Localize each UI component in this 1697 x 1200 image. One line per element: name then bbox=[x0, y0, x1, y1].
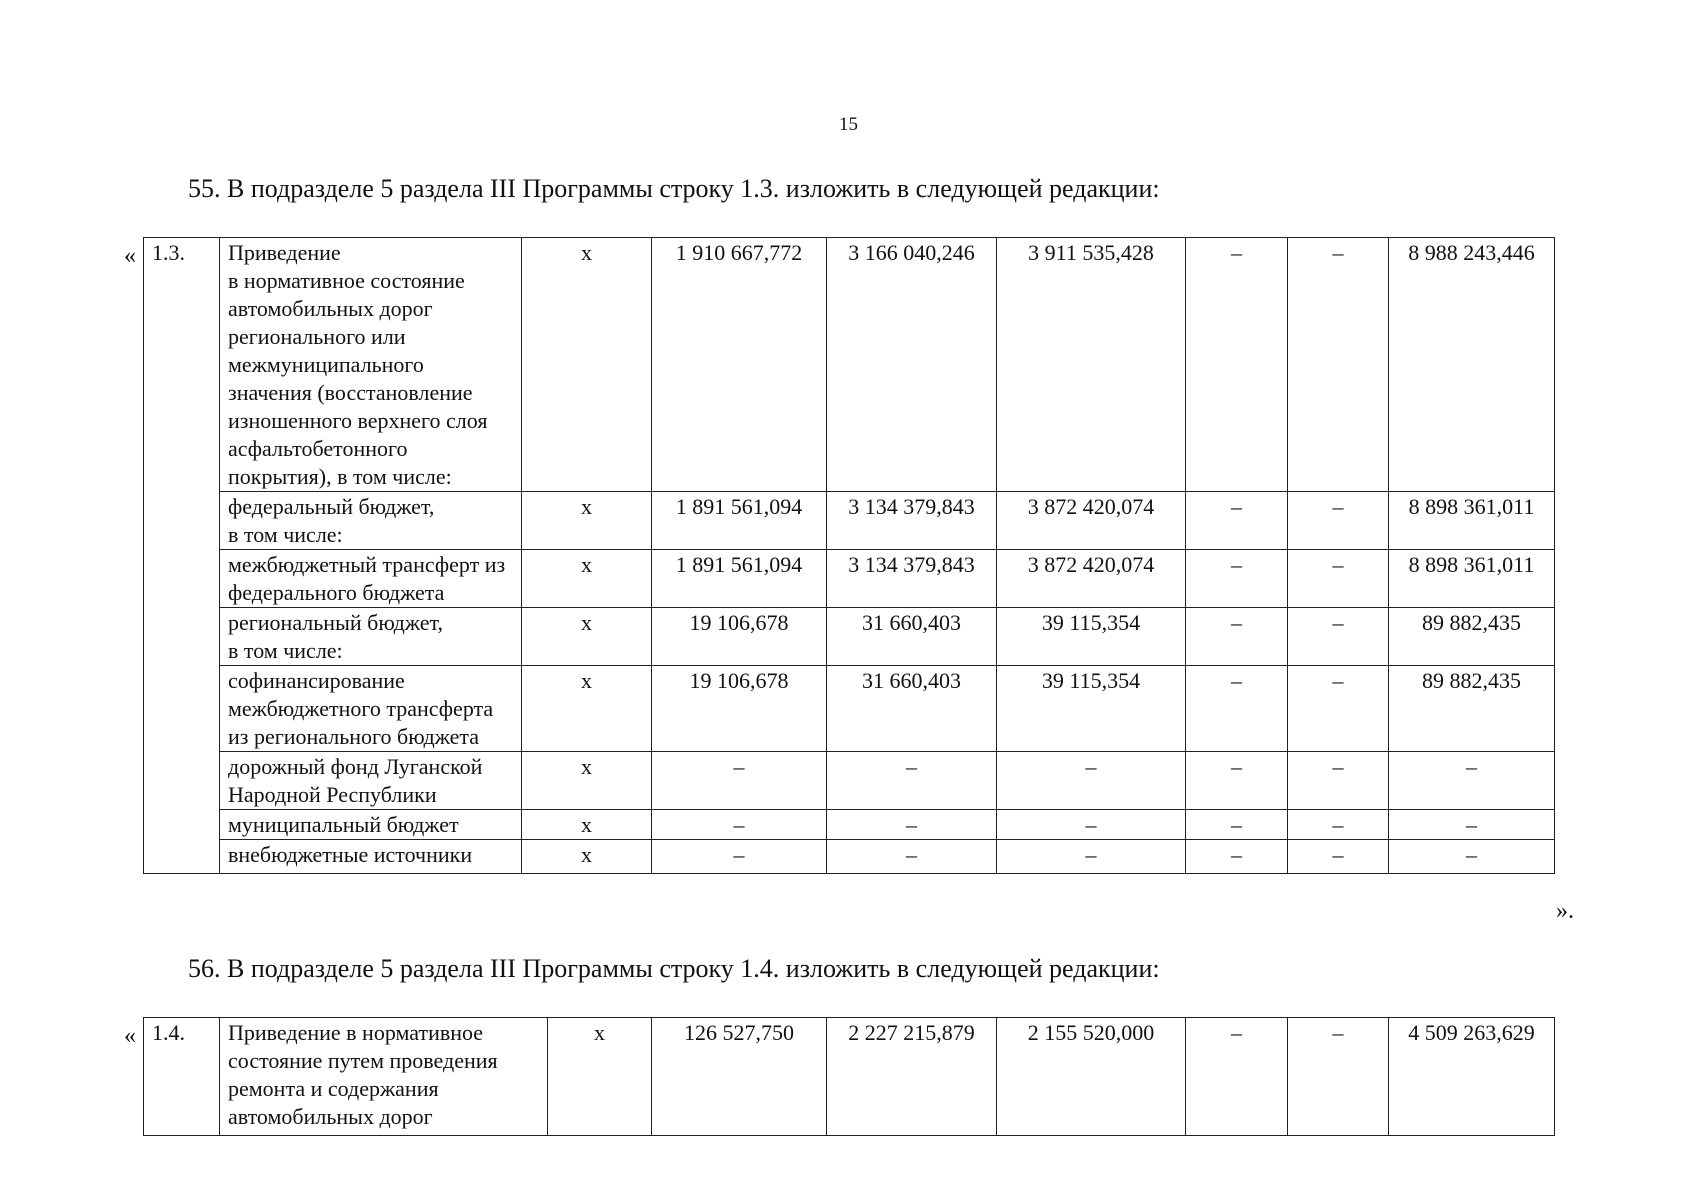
page-number: 15 bbox=[839, 114, 858, 135]
open-quote-56: « bbox=[124, 1023, 136, 1049]
row-name: межбюджетный трансферт из федерального бюджета bbox=[220, 550, 522, 608]
value-cell: – bbox=[1288, 666, 1389, 752]
total-cell: 89 882,435 bbox=[1389, 608, 1555, 666]
row-name: дорожный фонд Луганской Народной Республики bbox=[220, 752, 522, 810]
table-row bbox=[144, 752, 1555, 810]
value-cell: 19 106,678 bbox=[652, 666, 827, 752]
x-cell: х bbox=[522, 752, 652, 810]
value-cell: 39 115,354 bbox=[997, 666, 1186, 752]
x-cell: х bbox=[522, 238, 652, 492]
value-cell: 19 106,678 bbox=[652, 608, 827, 666]
value-cell: – bbox=[1288, 608, 1389, 666]
value-cell: – bbox=[1186, 550, 1288, 608]
row-name: федеральный бюджет, в том числе: bbox=[220, 492, 522, 550]
total-cell: 4 509 263,629 bbox=[1389, 1018, 1555, 1136]
row-name: софинансирование межбюджетного трансферта из регионального бюджета bbox=[220, 666, 522, 752]
total-cell: – bbox=[1389, 810, 1555, 840]
value-cell: – bbox=[1288, 840, 1389, 874]
value-cell: – bbox=[1186, 840, 1288, 874]
value-cell: 3 134 379,843 bbox=[827, 492, 997, 550]
total-cell: 8 898 361,011 bbox=[1389, 492, 1555, 550]
item-56-heading: 56. В подразделе 5 раздела III Программы строку 1.4. изложить в следующей редакции: bbox=[188, 954, 1160, 983]
value-cell: – bbox=[827, 840, 997, 874]
value-cell: – bbox=[1186, 752, 1288, 810]
table-row-1-3 bbox=[143, 237, 1555, 874]
row-name: региональный бюджет, в том числе: bbox=[220, 608, 522, 666]
row-name: внебюджетные источники bbox=[220, 840, 522, 874]
close-quote-55: ». bbox=[1556, 898, 1574, 924]
value-cell: – bbox=[1186, 238, 1288, 492]
value-cell: 31 660,403 bbox=[827, 666, 997, 752]
table-row bbox=[144, 608, 1555, 666]
item-55-heading: 55. В подразделе 5 раздела III Программы строку 1.3. изложить в следующей редакции: bbox=[188, 174, 1160, 203]
table-row bbox=[144, 666, 1555, 752]
value-cell: – bbox=[652, 840, 827, 874]
value-cell: – bbox=[1186, 1018, 1288, 1136]
table-row-1-4 bbox=[143, 1017, 1555, 1136]
value-cell: – bbox=[997, 752, 1186, 810]
value-cell: 3 872 420,074 bbox=[997, 550, 1186, 608]
value-cell: 3 872 420,074 bbox=[997, 492, 1186, 550]
table-row bbox=[144, 492, 1555, 550]
value-cell: – bbox=[997, 840, 1186, 874]
total-cell: 89 882,435 bbox=[1389, 666, 1555, 752]
value-cell: – bbox=[1186, 666, 1288, 752]
value-cell: 39 115,354 bbox=[997, 608, 1186, 666]
value-cell: 1 891 561,094 bbox=[652, 492, 827, 550]
x-cell: х bbox=[522, 840, 652, 874]
value-cell: – bbox=[1288, 1018, 1389, 1136]
table-row bbox=[144, 238, 1555, 492]
x-cell: х bbox=[522, 810, 652, 840]
value-cell: 31 660,403 bbox=[827, 608, 997, 666]
x-cell: х bbox=[548, 1018, 652, 1136]
value-cell: 3 134 379,843 bbox=[827, 550, 997, 608]
value-cell: 126 527,750 bbox=[652, 1018, 827, 1136]
value-cell: – bbox=[1288, 752, 1389, 810]
x-cell: х bbox=[522, 666, 652, 752]
x-cell: х bbox=[522, 608, 652, 666]
table-row bbox=[144, 550, 1555, 608]
table-row bbox=[144, 840, 1555, 874]
value-cell: – bbox=[1186, 608, 1288, 666]
value-cell: – bbox=[1288, 492, 1389, 550]
table-row bbox=[144, 1018, 1555, 1136]
total-cell: 8 988 243,446 bbox=[1389, 238, 1555, 492]
value-cell: – bbox=[997, 810, 1186, 840]
row-name: Приведение в нормативное состояние путем проведения ремонта и содержания автомобильных дорог bbox=[220, 1018, 548, 1136]
table-row bbox=[144, 810, 1555, 840]
value-cell: – bbox=[1288, 810, 1389, 840]
open-quote-55: « bbox=[124, 243, 136, 269]
row-name: Приведение в нормативное состояние автомобильных дорог регионального или межмуниципального значения (восстановление изношенного верхнего слоя асфальтобетонного покрытия), в том числе: bbox=[220, 238, 522, 492]
value-cell: 3 911 535,428 bbox=[997, 238, 1186, 492]
value-cell: – bbox=[1186, 492, 1288, 550]
value-cell: 1 891 561,094 bbox=[652, 550, 827, 608]
total-cell: 8 898 361,011 bbox=[1389, 550, 1555, 608]
value-cell: – bbox=[1186, 810, 1288, 840]
value-cell: 2 227 215,879 bbox=[827, 1018, 997, 1136]
value-cell: – bbox=[1288, 238, 1389, 492]
value-cell: – bbox=[1288, 550, 1389, 608]
total-cell: – bbox=[1389, 752, 1555, 810]
value-cell: 3 166 040,246 bbox=[827, 238, 997, 492]
total-cell: – bbox=[1389, 840, 1555, 874]
row-number: 1.4. bbox=[144, 1018, 220, 1136]
value-cell: – bbox=[827, 752, 997, 810]
value-cell: 2 155 520,000 bbox=[997, 1018, 1186, 1136]
value-cell: – bbox=[827, 810, 997, 840]
value-cell: – bbox=[652, 752, 827, 810]
value-cell: 1 910 667,772 bbox=[652, 238, 827, 492]
x-cell: х bbox=[522, 492, 652, 550]
x-cell: х bbox=[522, 550, 652, 608]
row-number: 1.3. bbox=[144, 238, 220, 874]
value-cell: – bbox=[652, 810, 827, 840]
row-name: муниципальный бюджет bbox=[220, 810, 522, 840]
